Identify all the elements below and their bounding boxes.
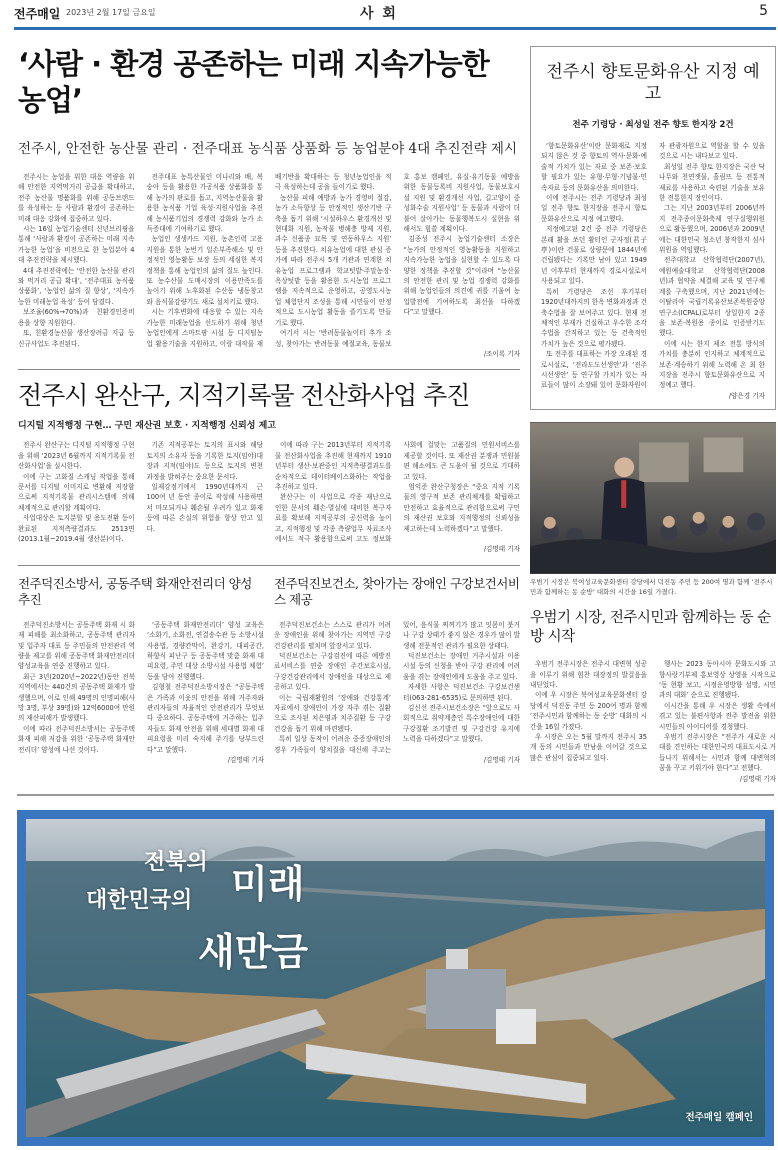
article5-byline: /김명태 기자 [483, 756, 520, 765]
page-number: 5 [759, 3, 768, 19]
paragraph: 엄익준 완산구청장은 “중요 지적 기록물의 영구적 보존 관리체계를 확립하고 안전하고 효율적으로 관리함으로써 구민의 재산권 보호와 지적행정의 신뢰성을 제고하는데 노력하겠다”고 말했다. [403, 482, 520, 533]
ad-sponsor: 전주매일 캠페인 [685, 1112, 753, 1124]
paragraph: 우범기 전주시장은 전주시 대변혁 성공을 이루기 위해 힘찬 대장정의 발걸음을 내딛었다. [530, 660, 647, 689]
paragraph: 또 전주를 대표하는 가장 오래된 경로시설로, ‘전라도도선생안’과 ‘전주시선생안’ 등 연구할 가치가 있는 자료들이 많이 소장돼 있어 문화자원이자 관광자원으로 역할을 할 수 있을 것으로 시는 내다보고 있다. [541, 142, 765, 390]
paragraph: 4대 추진전략에는 ‘안전한 농산물 관리와 먹거리 공급 확대’, ‘전주대표 농식품 상품화’, ‘농업인 삶의 질 향상’, ‘지속가능한 미래농업 육성’ 등이 담겼다. [18, 266, 135, 306]
article2-byline: /양은경 기자 [728, 391, 765, 400]
paragraph: 최성일 전주 향토 한지장은 국산 닥나무와 천연잿물, 흘림뜨 등 전통적 재료를 사용하고 숙련된 기술을 보유한 전통한지 장인이다. [659, 162, 765, 203]
paragraph: 특히 일상 동작이 어려운 중증장애인의 경우 가족들이 양치질을 대신해 주고는 있어, 음식물 찌꺼기가 많고 잇몸이 붓거나 구강 상태가 좋지 않은 경우가 많이 발생해 전문적인 관리가 필요한 상태다. [274, 620, 520, 754]
paragraph: 김종성 전주시 농업기술센터 소장은 “농가의 안정적인 영농활동을 지원하고 지속가능한 농업을 실현할 수 있도록 다양한 정책을 추진할 것”이라며 “농산물의 안전한 관리 및 농업 경쟁력 강화를 위해 농업인들의 의견에 귀를 기울여 농업발전에 기여하도록 최선을 다하겠다”고 말했다. [403, 235, 520, 317]
paragraph: 보조율(60%→70%)과 친환경인증비용을 상향 지원한다. [18, 308, 135, 327]
photo-caption: 우범기 시장은 북여성교육문화센터 강당에서 덕진동 주민 등 200여 명과 함께 ‘전주시민과 함께하는 동 순방’ 대화의 시간을 16일 가졌다. [530, 578, 773, 597]
paragraph: 우범기 전주시장은 “전주가 새로운 시대를 견인하는 대한민국의 대표도시로 거듭나기 위해서는 시민과 함께 대변혁의 꿈을 꾸고 키워가야 한다”고 전했다. [659, 733, 776, 773]
article2-body [541, 141, 765, 391]
article1-headline: ‘사람 · 환경 공존하는 미래 지속가능한 농업’ [18, 47, 489, 117]
article6 [530, 609, 776, 784]
paragraph: 여기서 시는 ‘반려동물놀이터 추가 조성, 찾아가는 반려동물 예절교육, 동물보호 홍보 캠페인, 유실·유기동물 예방을 위한 동물등록비 지원사업, 동물보호시설 지원 및 환경개선 사업, 길고양이 중성화수술 지원사업’ 등 동물과 사람이 더불어 살아가는 동물행복도시 실현을 위해서도 힘쓸 계획이다. [275, 173, 520, 348]
article4-headline: 전주덕진소방서, 공동주택 화재안전리더 양성 추진 [18, 575, 252, 607]
article2-headline: 전주시 향토문화유산 지정 예고 [546, 62, 760, 104]
paragraph: 우 시장은 오는 5월 말까지 전주시 35개 동의 시민들과 만남을 이어갈 것으로 많은 관심이 집중되고 있다. [530, 733, 647, 762]
paragraph: 농업인 생생카드 지원, 농촌인력 고용지원을 통한 농번기 일손부족해소 및 안정적인 영농활동 보장 등의 세심한 복지정책을 통해 농업인의 삶의 질도 높인다. 또 농수산물 도매시장의 이용만족도를 높이기 위해 노후화된 수산동 냉동창고와 음식물감량기도 새로 설치키로 했다. [146, 235, 263, 306]
article5-headline: 전주덕진보건소, 찾아가는 장애인 구강보건서비스 제공 [274, 575, 520, 607]
article4-body [18, 620, 264, 755]
paragraph: 시는 16일 농업기술센터 신년브리핑을 통해 ‘사람과 환경이 공존하는 미래 지속가능한 농업’을 비전으로 한 농업분야 4대 추진전략을 제시했다. [18, 225, 135, 265]
paragraph: 완산구는 이 사업으로 각종 재난으로 인한 문서의 훼손·멸실에 대비한 복구자료를 확보해 지적공부의 공신력을 높이고, 지적행정 및 각종 측량업무 자료조사에서도 적극 활용함으로써 고도 정보화 사회에 걸맞는 고품질의 민원서비스를 제공할 것이다. 또 재산권 분쟁과 민원불편 해소에도 큰 도움이 될 것으로 기대하고 있다. [275, 441, 520, 543]
paragraph: 전주덕진보건소는 스스로 관리가 어려운 장애인을 위해 찾아가는 지역민 구강건강관리를 펼치며 앞장서고 있다. [274, 620, 391, 650]
paragraph: 김신선 전주시보건소장은 “앞으로도 사회적으로 취약계층인 특수장애인에 대한 구강질환 조기발견 및 구강건강 유지에 노력을 다하겠다”고 말했다. [403, 704, 520, 744]
paragraph: 전주대학교 산학협력단(2007년), 예원예술대학교 산학협력단(2008년)과 협약을 체결해 교육 및 연구체계를 구축했으며, 지난 2021년에는 이탈리아 국립기록유산보존복원중앙연구소(ICPAL)로부터 상일한지 2종을 보존·복원용 종이로 인증받기도 했다. [659, 256, 765, 338]
paragraph: 시는 기후변화에 대응할 수 있는 지속가능한 미래농업을 선도하기 위해 청년농업인에게 스마트팜 시설 등 디지털농업 활용기술을 지원하고, 이랑 대작물 재배기반을 확대하는 등 청년농업인을 적극 육성하는데 공을 들이기로 했다. [146, 173, 392, 348]
article3-byline: /김명태 기자 [483, 545, 520, 554]
divider [17, 794, 774, 796]
article6-headline: 우범기 시장, 전주시민과 함께하는 동 순방 시작 [530, 610, 771, 646]
paragraph: ‘향토문화유산’이란 문화재로 지정되지 않은 것 중 향토의 역사·문화·예술적 가치가 있는 자료 중 보존·보호할 필요가 있는 유형·무형·기념물·민속자료 등의 문화유산을 의미한다. [541, 142, 647, 192]
paragraph: 이에 따라 구는 2013년부터 지적기록물 전산화사업을 추진해 현재까지 1910년부터 생산·보관중인 지적측량결과도를 순차적으로 데이터베이스화하는 작업을 추진하고 있다. [275, 441, 392, 491]
paragraph: ‘공동주택 화재안전리더’ 양성 교육은 ‘소화기, 소화전, 연결송수관 등 소방시설 사용법, 경량칸막이, 완강기, 대피공간, 하향식 피난구 등 공동주택 맞춤 화재 대피요령, 주민 대상 소방시설 사용법 체험’ 등을 담아 진행했다. [147, 620, 264, 681]
paragraph: 자세한 사항은 덕진보건소 구강보건센터(063-281-6535)로 문의하면 된다. [403, 683, 520, 702]
paragraph: 전주덕진소방서는 공동주택 화재 시 화재 피해를 최소화하고, 공동주택 관리자 및 입주자 대표 등 주민들의 안전관리 역량을 제고를 위해 공동주택 화재안전리더 양성교육을 연중 진행하고 있다. [18, 620, 135, 671]
article1-body [18, 172, 520, 349]
paragraph: 덕진보건소는 구강검진에 따른 예방진료서비스를 연중 장애인 주간보호시설, 구강건강관리에서 장애인을 대상으로 제공하고 있다. [274, 652, 391, 692]
paragraph: 전주시는 농업을 위한 대응 역량을 위해 안전한 지역먹거리 공급을 확대하고, 전주 농산물 명품화를 위해 공동브랜드를 육성하는 등 사람과 환경이 공존하는 미래 대응 강화에 집중하고 있다. [18, 173, 135, 223]
issue-date: 2023년 2월 17일 금요일 [66, 8, 156, 17]
left-column [18, 46, 520, 765]
article5 [274, 576, 520, 766]
article3-body [18, 440, 520, 544]
photo-image [530, 422, 776, 574]
paragraph: 전주대표 농특산물인 미나리와 배, 복숭아 등을 활용한 가공식품 상품화를 통해 농가의 판로를 돕고, 지역농산물을 활용한 농식품 기업 육성·지원사업을 추진해 농식품기업의 경쟁력 강화와 농가 소득증대에 기여하기로 했다. [146, 173, 263, 234]
paragraph: 덕진보건소는 장애인 거주시설과 이용시설 등의 신청을 받아 구강 관리에 어려움을 겪는 장애인에게 도움을 주고 있다. [403, 652, 520, 681]
article6-byline: /김명태 기자 [739, 774, 776, 783]
article2-subheadline: 전주 기령당 · 최성일 전주 향토 한지장 2건 [572, 120, 734, 130]
ad-text-jeonbuk: 전북의 [144, 850, 208, 876]
paragraph: 지정예고된 2건 중 전주 기령당은 본래 활을 쏘던 활터인 군자정(君子亭)이란 건물로 상량문에 1844년에 건립됐다는 기록만 남아 있고 1949년 이후부터 현재까지 경로시설로서 사용되고 있다. [541, 225, 647, 286]
article3-headline: 전주시 완산구, 지적기록물 전산화사업 추진 [18, 381, 470, 411]
paragraph: 그는 지난 2003년부터 2006년까지 전주종이문화축제 연구실행위원으로 활동했으며, 2006년과 2009년에는 대한민국 청소년 창작한지 심사위원을 역임했다. [659, 204, 765, 255]
ad-photo-image [26, 819, 765, 1137]
paragraph: 행사는 2023 동아시아 문화도시와 고향사랑기부제 홍보영상 상영을 시작으로 ‘동 현황 보고, 시정운영방향 설명, 시민과의 대화’ 순으로 진행됐다. [659, 660, 776, 700]
saemangeum-campaign-ad [17, 810, 774, 1146]
page-columns [0, 46, 778, 784]
bottom-articles [18, 576, 520, 766]
ad-text-future: 미래 [231, 862, 305, 907]
paragraph: 특히 기령당은 조선 후기부터 1920년대까지의 한옥 변화과정과 건축수법을 잘 보여주고 있다. 현재 전체적인 부재가 건실하고 우수한 조각수법을 간직하고 있는 등 건축적인 가치가 높은 것으로 평가됐다. [541, 287, 647, 348]
article1-subheadline: 전주시, 안전한 농산물 관리 · 전주대표 농식품 상품화 등 농업분야 4대 추진전략 제시 [18, 141, 518, 157]
paragraph: 김형철 전주덕진소방서장은 “공동주택은 가족과 이웃의 안전을 위해 거주자와 관리자들의 자율적인 안전관리가 무엇보다 중요하다. 공동주택에 거주하는 입주자들도 화재 안전을 위해 세대별 화재 대피요령을 미리 숙지해 주기를 당부드린다”고 말했다. [147, 683, 264, 754]
paragraph: 일제강점기에서 1990년대까지 근 100여 년 동안 종이로 작성해 사용하면서 마모되거나 훼손될 우려가 있고 화재 등에 따른 손실의 위험을 항상 안고 있다. [146, 482, 263, 533]
right-column [530, 46, 776, 784]
ad-text-korea: 대한민국의 [86, 888, 193, 914]
article4-byline: /김명태 기자 [227, 756, 264, 765]
paragraph: 또, 친환경농산물 생산장려금 지급 등 신규사업도 추진된다. [18, 329, 135, 348]
paragraph: 사업대상은 토지분할 및 용도전환 등이 완료된 지적측량결과도 2513면(2013.1월~2019.4월 생산분)이다. [18, 514, 135, 543]
paragraph: 이에 전주시는 전주 기령당과 최성일 전주 향토 한지장을 전주시 향토문화유산으로 지정 예고했다. [541, 194, 647, 223]
paragraph: 최근 3년(2020년~2022년)동안 전북지역에서는 440건의 공동주택 화재가 발생했으며, 이로 인해 49명의 인명피해(사망 3명, 부상 39명)와 12억6000여 만원의 재산피해가 발생했다. [18, 672, 135, 723]
paragraph: 이에 우 시장은 북여성교육문화센터 강당에서 덕진동 주민 등 200여 명과 함께 ‘전주시민과 함께하는 동 순방’ 대화의 시간을 16일 가졌다. [530, 691, 647, 731]
paragraph: 이는 국립재활원의 ‘장애와 건강통계’ 자료에서 장애인이 가장 자주 겪는 질환으로 조사된 치은염과 치주질환 등 구강건강을 돕기 위해 마련됐다. [274, 693, 391, 733]
article2-box [530, 46, 776, 410]
article4 [18, 576, 264, 766]
paragraph: 농산물 피해 예방과 농가 경영비 절감, 농가 소득향상 등 안정적인 생산기반 구축을 돕기 위해 ‘시설하우스 환경개선 및 현대화 지원, 농작물 병해충 방제 지원, 과수 신품종 묘목 및 연동하우스 지원’ 등을 추진한다. 치유농업에 대한 관심 증가에 따라 전주시 5개 기관과 연계한 치유농업 프로그램과 학교텃밭·주말농장·옥상텃밭 등을 활용한 도시농업 프로그램을 지속적으로 운영하고, 공영도시농업 체험단지 조성을 통해 시민들이 안정적으로 도시농업 활동을 즐기도록 만들기로 했다. [275, 193, 392, 327]
divider [18, 565, 520, 566]
section-title: 사 회 [360, 6, 398, 22]
masthead-brand: 전주매일 [14, 7, 61, 21]
article5-body [274, 620, 520, 755]
paragraph: 이에 구는 고화질 스캐닝 작업을 통해 문서를 디지털 이미지로 변환해 저장함으로써 지적기록물 관리시스템에 의해 체계적으로 관리할 계획이다. [18, 472, 135, 512]
paragraph: 이에 따라 전주덕진소방서는 공동주택 화재 피해 저감을 위한 ‘공동주택 화재안전리더’ 양성에 나선 것이다. [18, 724, 135, 754]
header-rule [14, 27, 776, 30]
paragraph: 전주시 완산구는 디지털 지적행정 구현을 위해 ‘2023년 6월까지 지적기록물 전산화사업’을 실시한다. [18, 441, 135, 471]
paragraph: 이시간을 통해 우 시장은 생활 속에서 겪고 있는 불편사항과 전주 발전을 위한 시민들의 아이디어를 경청했다. [659, 701, 776, 731]
town-hall-photo [530, 422, 776, 574]
paragraph: 기존 지적공부는 토지의 표시와 해당 토지의 소유자 등을 기록한 토지(임야)대장과 지적(임야)도 등으로 토지의 변천 과정을 밝혀주는 중요한 문서다. [146, 441, 263, 481]
paragraph: 이에 시는 한지 제조 전통 방식의 가치를 충분히 인지하고 체계적으로 보존·계승하기 위해 노력해 온 최 한지장을 전주시 향토문화유산으로 지정예고 했다. [659, 339, 765, 390]
article1-byline: /조이록 기자 [483, 349, 520, 358]
divider [18, 369, 520, 370]
masthead [0, 0, 778, 34]
ad-text-saemangeum: 새만금 [198, 930, 309, 975]
article6-body [530, 659, 776, 773]
article3-subheadline: 디지털 지적행정 구현… 구민 재산권 보호 · 지적행정 신뢰성 제고 [18, 421, 276, 432]
